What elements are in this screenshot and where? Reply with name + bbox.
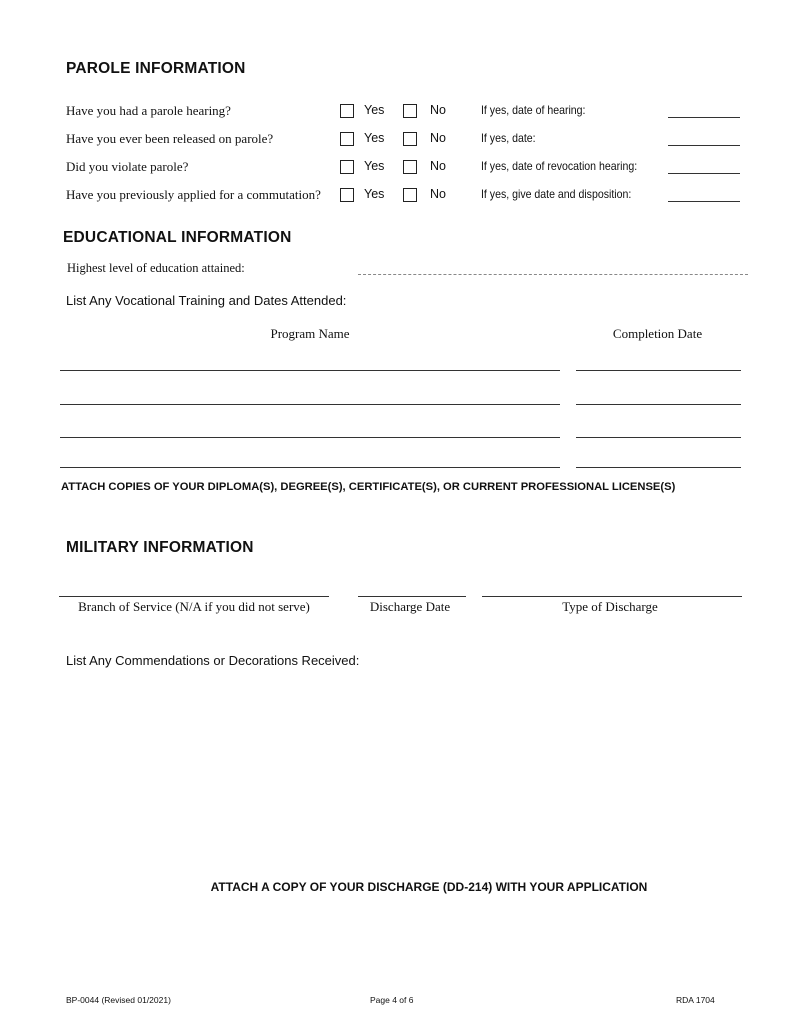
parole-question-released: Have you ever been released on parole? bbox=[66, 131, 274, 146]
education-heading: EDUCATIONAL INFORMATION bbox=[63, 229, 292, 246]
parole-commutation-no-checkbox[interactable] bbox=[403, 188, 417, 202]
parole-heading: PAROLE INFORMATION bbox=[66, 60, 246, 77]
completion-date-field-1[interactable] bbox=[576, 370, 741, 371]
program-name-field-4[interactable] bbox=[60, 467, 560, 468]
parole-commutation-disposition-field[interactable] bbox=[668, 201, 740, 202]
completion-date-field-3[interactable] bbox=[576, 437, 741, 438]
parole-released-no-checkbox[interactable] bbox=[403, 132, 417, 146]
parole-commutation-no-label: No bbox=[430, 187, 446, 201]
program-name-field-2[interactable] bbox=[60, 404, 560, 405]
form-id: BP-0044 (Revised 01/2021) bbox=[66, 995, 171, 1005]
parole-released-followup-label: If yes, date: bbox=[481, 131, 536, 145]
parole-released-date-field[interactable] bbox=[668, 145, 740, 146]
parole-hearing-no-checkbox[interactable] bbox=[403, 104, 417, 118]
parole-released-no-label: No bbox=[430, 131, 446, 145]
parole-hearing-followup-label: If yes, date of hearing: bbox=[481, 103, 586, 117]
parole-commutation-followup-label: If yes, give date and disposition: bbox=[481, 187, 632, 201]
branch-of-service-field[interactable] bbox=[59, 596, 329, 597]
parole-violated-yes-label: Yes bbox=[364, 159, 385, 173]
military-heading: MILITARY INFORMATION bbox=[66, 539, 254, 556]
parole-violated-no-label: No bbox=[430, 159, 446, 173]
parole-commutation-yes-checkbox[interactable] bbox=[340, 188, 354, 202]
parole-question-commutation: Have you previously applied for a commutation? bbox=[66, 187, 321, 202]
parole-commutation-yes-label: Yes bbox=[364, 187, 385, 201]
completion-date-field-4[interactable] bbox=[576, 467, 741, 468]
highest-education-label: Highest level of education attained: bbox=[67, 261, 245, 275]
completion-date-header: Completion Date bbox=[612, 326, 703, 341]
parole-released-yes-label: Yes bbox=[364, 131, 385, 145]
type-of-discharge-label: Type of Discharge bbox=[562, 599, 658, 614]
branch-of-service-label: Branch of Service (N/A if you did not serve) bbox=[78, 599, 310, 614]
parole-revocation-date-field[interactable] bbox=[668, 173, 740, 174]
parole-violated-followup-label: If yes, date of revocation hearing: bbox=[481, 159, 638, 173]
program-name-field-3[interactable] bbox=[60, 437, 560, 438]
parole-violated-yes-checkbox[interactable] bbox=[340, 160, 354, 174]
type-of-discharge-field[interactable] bbox=[482, 596, 742, 597]
completion-date-field-2[interactable] bbox=[576, 404, 741, 405]
parole-question-violated: Did you violate parole? bbox=[66, 159, 189, 174]
commendations-label: List Any Commendations or Decorations Received: bbox=[66, 653, 360, 668]
page-number: Page 4 of 6 bbox=[370, 995, 414, 1005]
military-attach-note: ATTACH A COPY OF YOUR DISCHARGE (DD-214) WITH YOUR APPLICATION bbox=[210, 880, 648, 894]
parole-hearing-no-label: No bbox=[430, 103, 446, 117]
education-attach-note: ATTACH COPIES OF YOUR DIPLOMA(S), DEGREE(S), CERTIFICATE(S), OR CURRENT PROFESSIONAL LICENSE(S) bbox=[61, 481, 676, 493]
parole-hearing-yes-checkbox[interactable] bbox=[340, 104, 354, 118]
program-name-header: Program Name bbox=[270, 326, 350, 341]
form-code: RDA 1704 bbox=[676, 995, 715, 1005]
vocational-training-label: List Any Vocational Training and Dates Attended: bbox=[66, 293, 347, 308]
parole-released-yes-checkbox[interactable] bbox=[340, 132, 354, 146]
parole-hearing-yes-label: Yes bbox=[364, 103, 385, 117]
highest-education-field[interactable] bbox=[358, 274, 748, 275]
parole-violated-no-checkbox[interactable] bbox=[403, 160, 417, 174]
discharge-date-label: Discharge Date bbox=[369, 599, 451, 614]
parole-hearing-date-field[interactable] bbox=[668, 117, 740, 118]
program-name-field-1[interactable] bbox=[60, 370, 560, 371]
parole-question-hearing: Have you had a parole hearing? bbox=[66, 103, 231, 118]
discharge-date-field[interactable] bbox=[358, 596, 466, 597]
